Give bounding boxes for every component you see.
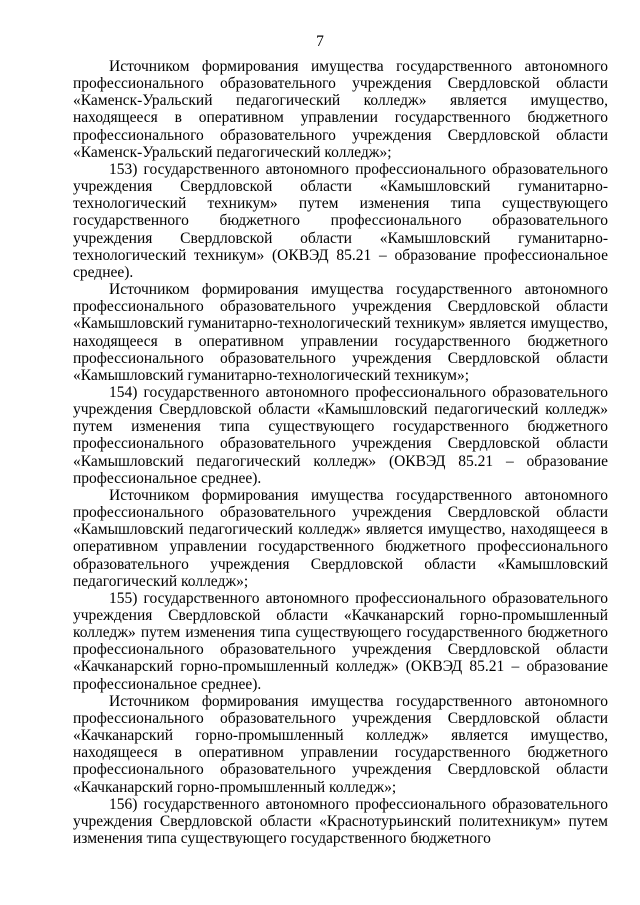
paragraph-7: Источником формирования имущества государственного автономного профессионального образовательного учреждения Свердловской области «Качканарский горно-промышленный колледж» является имущество, находящееся в оперативном управлении государственного бюджетного профессионального образовательного учреждения Свердловской области «Качканарский горно-промышленный колледж»;: [73, 692, 608, 796]
paragraph-8: 156) государственного автономного профессионального образовательного учреждения Свердловской области «Краснотурьинский политехникум» путем изменения типа существующего государственного бюджетного: [73, 795, 608, 848]
page-number: 7: [316, 33, 324, 50]
paragraph-6: 155) государственного автономного профессионального образовательного учреждения Свердловской области «Качканарский горно-промышленный колледж» путем изменения типа существующего государственного бюджетного профессионального образовательного учреждения Свердловской области «Качканарский горно-промышленный колледж» (ОКВЭД 85.21 – образование профессиональное среднее).: [73, 589, 608, 693]
paragraph-1: Источником формирования имущества государственного автономного профессионального образовательного учреждения Свердловской области «Каменск-Уральский педагогический колледж» является имущество, находящееся в оперативном управлении государственного бюджетного профессионального образовательного учреждения Свердловской области «Каменск-Уральский педагогический колледж»;: [73, 58, 608, 161]
paragraph-2: 153) государственного автономного профессионального образовательного учреждения Свердловской области «Камышловский гуманитарно-технологический техникум» путем изменения типа существующего государственного бюджетного профессионального образовательного учреждения Свердловской области «Камышловский гуманитарно-технологический техникум» (ОКВЭД 85.21 – образование профессиональное среднее).: [73, 160, 608, 281]
paragraph-3: Источником формирования имущества государственного автономного профессионального образовательного учреждения Свердловской области «Камышловский гуманитарно-технологический техникум» является имущество, находящееся в оперативном управлении государственного бюджетного профессионального образовательного учреждения Свердловской области «Камышловский гуманитарно-технологический техникум»;: [73, 281, 608, 384]
document-body: [73, 58, 608, 847]
paragraph-4: 154) государственного автономного профессионального образовательного учреждения Свердловской области «Камышловский педагогический колледж» путем изменения типа существующего государственного бюджетного профессионального образовательного учреждения Свердловской области «Камышловский педагогический колледж» (ОКВЭД 85.21 – образование профессиональное среднее).: [73, 383, 608, 487]
paragraph-5: Источником формирования имущества государственного автономного профессионального образовательного учреждения Свердловской области «Камышловский педагогический колледж» является имущество, находящееся в оперативном управлении государственного бюджетного профессионального образовательного учреждения Свердловской области «Камышловский педагогический колледж»;: [73, 486, 608, 590]
